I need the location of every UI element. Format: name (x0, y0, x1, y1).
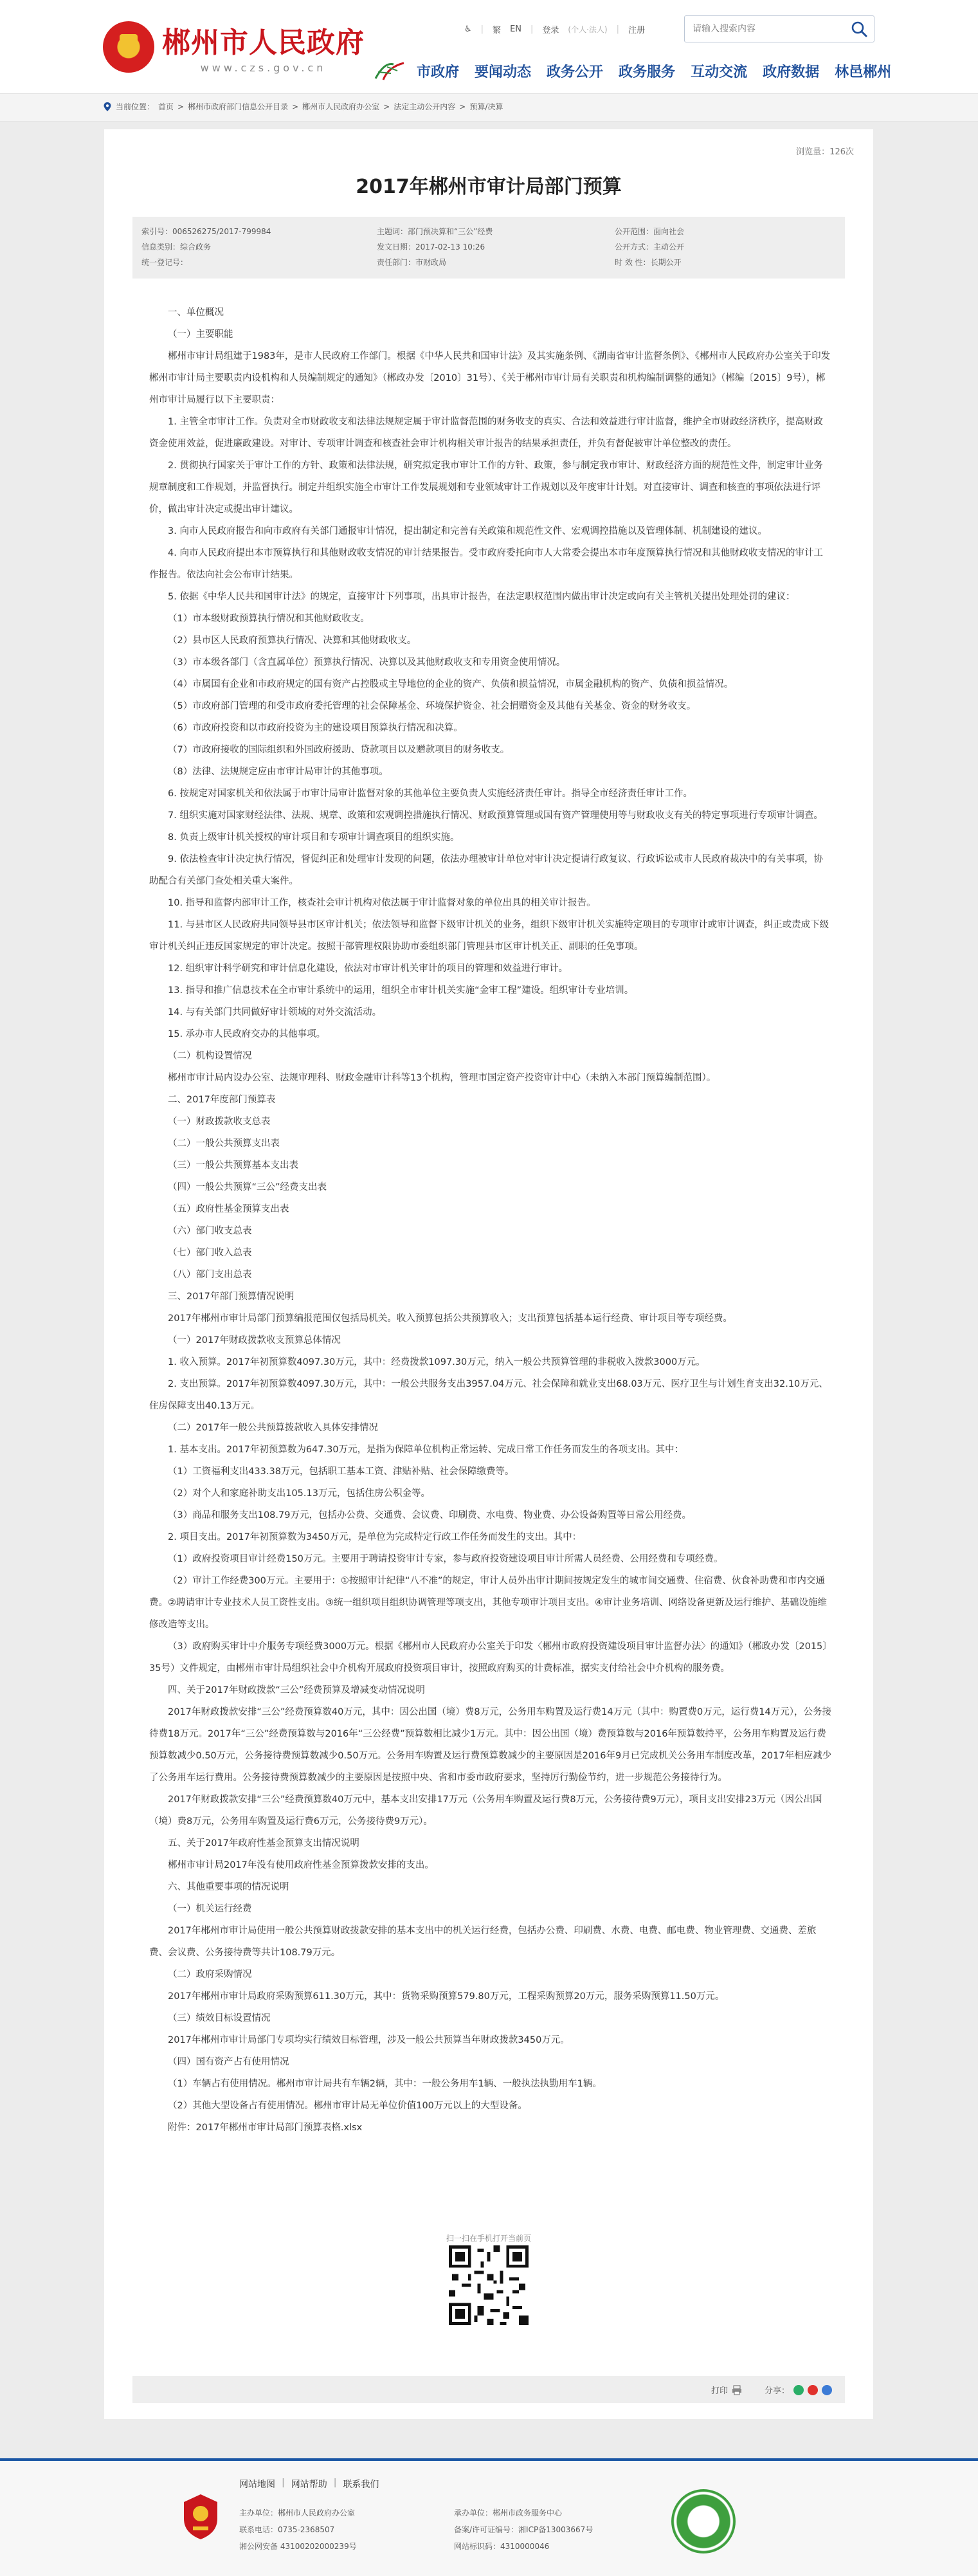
page-title: 2017年郴州市审计局部门预算 (356, 176, 622, 198)
site-footer (0, 2458, 978, 2576)
breadcrumb-item-budget[interactable]: 预算/决算 (469, 102, 503, 111)
article-paragraph: （五）政府性基金预算支出表 (168, 1204, 289, 1214)
footer-phone: 联系电话：0735-2368507 (239, 2525, 335, 2534)
location-pin-icon (103, 102, 112, 112)
article-paragraph: （8）法律、法规规定应由市审计局审计的其他事项。 (168, 767, 388, 777)
wechat-share-icon[interactable] (793, 2385, 804, 2395)
meta-index-no: 索引号：006526275/2017-799984 (141, 227, 271, 236)
qzone-share-icon[interactable] (822, 2385, 832, 2395)
site-header (0, 0, 978, 93)
meta-publish-date: 发文日期：2017-02-13 10:26 (377, 242, 485, 251)
article-paragraph: 15. 承办市人民政府交办的其他事项。 (168, 1029, 326, 1039)
footer-links: 网站地图 | 网站帮助 | 联系我们 (239, 2478, 379, 2490)
article-actions-bar (132, 2376, 845, 2403)
article-paragraph: （3）商品和服务支出108.79万元，包括办公费、交通费、会议费、印刷费、水电费、物业费、办公设备购置等日常公用经费。 (168, 1510, 691, 1521)
article-paragraph: （2）对个人和家庭补助支出105.13万元，包括住房公积金等。 (168, 1488, 430, 1499)
document-meta-table (132, 217, 845, 279)
article-paragraph: 一、单位概况 (168, 307, 224, 318)
article-paragraph: 郴州市审计局组建于1983年，是市人民政府工作部门。根据《中华人民共和国审计法》及其实施条例、《湖南省审计监督条例》、《郴州市人民政府办公室关于印发郴州市审计局主要职责内设机构和人员编制规定的通知》（郴政办发〔2010〕31号）、《关于郴州市审计局有关职责和机构编制调整的通知》（郴编〔2015〕9号），郴州市审计局履行以下主要职责： (149, 351, 831, 405)
article-paragraph: （二）一般公共预算支出表 (168, 1138, 280, 1149)
article-paragraph: （四）国有资产占有使用情况 (168, 2057, 289, 2067)
weibo-share-icon[interactable] (808, 2385, 818, 2395)
article-paragraph: 五、关于2017年政府性基金预算支出情况说明 (168, 1838, 359, 1849)
breadcrumb-item-office[interactable]: 郴州市人民政府办公室 (302, 102, 380, 111)
article-paragraph: 8. 负责上级审计机关授权的审计项目和专项审计调查项目的组织实施。 (168, 832, 460, 843)
footer-sponsor: 主办单位：郴州市人民政府办公室 (239, 2508, 356, 2517)
article-paragraph: 6. 按规定对国家机关和依法属于市审计局审计监督对象的其他单位主要负责人实施经济责任审计。指导全市经济责任审计工作。 (168, 789, 693, 799)
article-paragraph: （二）2017年一般公共预算拨款收入具体安排情况 (168, 1423, 378, 1433)
nav-item-linyi-chenzhou[interactable]: 林邑郴州 (835, 64, 892, 80)
article-paragraph: 10. 指导和监督内部审计工作，核查社会审计机构对依法属于审计监督对象的单位出具的相关审计报告。 (168, 898, 596, 908)
footer-site-code: 网站标识码：4310000046 (454, 2542, 550, 2551)
login-type-hint: (个人·法人) (568, 24, 608, 34)
search-icon[interactable] (851, 21, 867, 37)
article-paragraph: （2）审计工作经费300万元。主要用于：①按照审计纪律“八不准”的规定，审计人员外出审计期间按规定发生的城市间交通费、住宿费、伙食补助费和市内交通费。②聘请审计专业技术人员工资性支出。③统一组织项目组织协调管理等项支出，其他专项审计项目支出。④审计业务培训、网络设备更新及运行维护、基础设施维修改造等支出。 (149, 1576, 827, 1630)
error-finder-seal-icon[interactable] (671, 2489, 736, 2553)
national-emblem-icon (103, 21, 154, 73)
printer-icon (732, 2385, 742, 2395)
article-paragraph: （6）市政府投资和以市政府投资为主的建设项目预算执行情况和决算。 (168, 723, 463, 733)
breadcrumb-item-home[interactable]: 首页 (158, 102, 174, 111)
english-link[interactable]: EN (510, 24, 522, 34)
party-government-badge-icon[interactable] (181, 2493, 220, 2541)
site-url: www.czs.gov.cn (200, 62, 327, 74)
article-paragraph: （二）政府采购情况 (168, 1969, 252, 1980)
footer-info (239, 2505, 593, 2555)
article-paragraph: 5. 依据《中华人民共和国审计法》的规定，直接审计下列事项，出具审计报告，在法定职权范围内做出审计决定或向有关主管机关提出处理处罚的建议： (168, 592, 795, 602)
article-paragraph: 郴州市审计局2017年没有使用政府性基金预算拨款安排的支出。 (168, 1860, 434, 1870)
article-paragraph[interactable]: 附件：2017年郴州市审计局部门预算表格.xlsx (168, 2123, 363, 2133)
traditional-chinese-link[interactable]: 繁 (493, 25, 502, 35)
article-panel (104, 129, 873, 2419)
article-paragraph: 1. 基本支出。2017年初预算数为647.30万元，是指为保障单位机构正常运转、完成日常工作任务而发生的各项支出。其中： (168, 1445, 684, 1455)
qr-code-icon (449, 2245, 529, 2325)
search-input[interactable] (685, 16, 839, 42)
article-paragraph: 13. 指导和推广信息技术在全市审计系统中的运用，组织全市审计机关实施“金审工程”建设。组织审计专业培训。 (168, 985, 634, 996)
article-paragraph: （1）政府投资项目审计经费150万元。主要用于聘请投资审计专家，参与政府投资建设项目审计所需人员经费、公用经费和专项经费。 (168, 1554, 723, 1564)
breadcrumb-item-catalog[interactable]: 郴州市政府部门信息公开目录 (188, 102, 289, 111)
meta-subject: 主题词：部门预决算和“三公”经费 (377, 227, 493, 236)
breadcrumb: 当前位置： 首页 > 郴州市政府部门信息公开目录 > 郴州市人民政府办公室 > 法定主动公开内容 > 预算/决算 (103, 101, 503, 112)
article-paragraph: （2）其他大型设备占有使用情况。郴州市审计局无单位价值100万元以上的大型设备。 (168, 2101, 527, 2111)
share-label: 分享： (764, 2386, 790, 2396)
article-paragraph: （一）财政拨款收支总表 (168, 1117, 271, 1127)
article-paragraph: 2017年财政拨款安排“三公”经费预算数40万元中，基本支出安排17万元（公务用车购置及运行费8万元，公务接待费9万元），项目支出安排23万元（因公出国（境）费8万元，公务用车购置及运行费6万元，公务接待费9万元）。 (149, 1795, 822, 1827)
breadcrumb-item-disclosure[interactable]: 法定主动公开内容 (394, 102, 456, 111)
print-label: 打印 (711, 2386, 728, 2396)
footer-link-help[interactable]: 网站帮助 (291, 2480, 327, 2490)
article-paragraph: 二、2017年度部门预算表 (168, 1095, 276, 1105)
top-toolbar: ♿ | 繁 EN | 登录 (个人·法人) | 注册 (464, 24, 646, 35)
article-paragraph: （5）市政府部门管理的和受市政府委托管理的社会保障基金、环境保护资金、社会捐赠资金及其他有关基金、资金的财务收支。 (168, 701, 696, 711)
article-paragraph: （三）绩效目标设置情况 (168, 2013, 271, 2023)
article-paragraph: （二）机构设置情况 (168, 1051, 252, 1061)
footer-organizer: 承办单位：郴州市政务服务中心 (454, 2508, 563, 2517)
register-link[interactable]: 注册 (628, 25, 646, 35)
article-paragraph: 六、其他重要事项的情况说明 (168, 1882, 289, 1892)
article-paragraph: 1. 主管全市审计工作。负责对全市财政收支和法律法规规定属于审计监督范围的财务收支的真实、合法和效益进行审计监督，维护全市财政经济秩序，提高财政资金使用效益，促进廉政建设。对审计、专项审计调查和核查社会审计机构相关审计报告的结果承担责任，并负有督促被审计单位整改的责任。 (149, 417, 823, 449)
breadcrumb-label: 当前位置： (116, 102, 155, 111)
article-paragraph: 14. 与有关部门共同做好审计领域的对外交流活动。 (168, 1007, 382, 1018)
meta-category: 信息类别：综合政务 (141, 242, 212, 251)
footer-link-contact[interactable]: 联系我们 (343, 2480, 379, 2490)
view-count: 浏览量：126次 (796, 147, 854, 157)
meta-validity: 时 效 性：长期公开 (615, 258, 682, 267)
nav-item-government-data[interactable]: 政府数据 (763, 64, 820, 80)
article-paragraph: 郴州市审计局内设办公室、法规审理科、财政金融审计科等13个机构，管理市国定资产投资审计中心（未纳入本部门预算编制范围）。 (168, 1073, 716, 1083)
article-paragraph: 9. 依法检查审计决定执行情况，督促纠正和处理审计发现的问题，依法办理被审计单位对审计决定提请行政复议、行政诉讼或市人民政府裁决中的有关事项，协助配合有关部门查处相关重大案件。 (149, 854, 823, 886)
nav-item-interaction[interactable]: 互动交流 (691, 64, 748, 80)
footer-icp[interactable]: 备案/许可证编号：湘ICP备13003667号 (454, 2525, 593, 2534)
article-paragraph: （3）政府购买审计中介服务专项经费3000万元。根据《郴州市人民政府办公室关于印发〈郴州市政府投资建设项目审计监督办法〉的通知》（郴政办发〔2015〕35号）文件规定，由郴州市审计局组织社会中介机构开展政府投资项目审计，按照政府购买的计费标准，据实支付给社会中介机构的服务费。 (149, 1641, 832, 1674)
footer-police-record[interactable]: 湘公网安备 43100202000239号 (239, 2542, 357, 2551)
article-paragraph: 11. 与县市区人民政府共同领导县市区审计机关；依法领导和监督下级审计机关的业务，组织下级审计机关实施特定项目的专项审计或审计调查，纠正或责成下级审计机关纠正违反国家规定的审计决定。按照干部管理权限协助市委组织部门管理县市区审计机关正、副职的任免事项。 (149, 920, 829, 952)
article-paragraph: （七）部门收入总表 (168, 1248, 252, 1258)
meta-method: 公开方式：主动公开 (615, 242, 685, 251)
article-paragraph: 2. 贯彻执行国家关于审计工作的方针、政策和法律法规，研究拟定我市审计工作的方针、政策，参与制定我市审计、财政经济方面的规范性文件，制定审计业务规章制度和工作规划，并监督执行。制定并组织实施全市审计工作发展规划和专业领域审计工作规划以及年度审计计划。对直接审计、调查和核查的事项依法进行评价，做出审计决定或提出审计建议。 (149, 461, 823, 515)
article-paragraph: 2. 项目支出。2017年初预算数为3450万元，是单位为完成特定行政工作任务而发生的支出。其中： (168, 1532, 582, 1542)
site-title: 郴州市人民政府 (162, 26, 365, 59)
article-paragraph: 3. 向市人民政府报告和向市政府有关部门通报审计情况，提出制定和完善有关政策和规范性文件、宏观调控措施以及管理体制、机制建设的建议。 (168, 526, 767, 536)
article-paragraph: 1. 收入预算。2017年初预算数4097.30万元，其中：经费拨款1097.30万元，纳入一般公共预算管理的非税收入拨款3000万元。 (168, 1357, 705, 1367)
article-paragraph: （六）部门收支总表 (168, 1226, 252, 1236)
article-paragraph: （7）市政府接收的国际组织和外国政府援助、贷款项目以及赠款项目的财务收支。 (168, 745, 510, 755)
article-body (149, 302, 832, 2139)
article-paragraph: （1）市本级财政预算执行情况和其他财政收支。 (168, 614, 370, 624)
article-paragraph: 12. 组织审计科学研究和审计信息化建设，依法对市审计机关审计的项目的管理和效益进行审计。 (168, 964, 568, 974)
accessibility-icon[interactable]: ♿ (464, 24, 472, 34)
nav-item-government-services[interactable]: 政务服务 (619, 64, 676, 80)
article-paragraph: 2017年财政拨款安排“三公”经费预算数40万元，其中：因公出国（境）费8万元，公务用车购置及运行费14万元（其中：购置费0万元，运行费14万元），公务接待费18万元。2017年“三公”经费预算数与2016年“三公经费”预算数相比减少1万元。其中：因公出国（境）费预算数与2016年预算数持平，公务用车购置及运行费预算数减少0.50万元，公务接待费预算数减少0.50万元。公务用车购置及运行费预算数减少的主要原因是2016年9月已完成机关公务用车制度改革，2017年相应减少了公务用车运行费用。公务接待费预算数减少的主要原因是按照中央、省和市委市政府要求，坚持厉行勤俭节约，进一步规范公务接待行为。 (149, 1707, 832, 1783)
article-paragraph: （3）市本级各部门（含直属单位）预算执行情况、决算以及其他财政收支和专用资金使用情况。 (168, 657, 566, 668)
article-paragraph: （三）一般公共预算基本支出表 (168, 1160, 298, 1171)
article-paragraph: （四）一般公共预算“三公”经费支出表 (168, 1182, 327, 1192)
nav-item-news[interactable]: 要闻动态 (475, 64, 532, 80)
meta-responsible: 责任部门：市财政局 (377, 258, 447, 267)
print-button[interactable] (711, 2384, 742, 2396)
footer-link-sitemap[interactable]: 网站地图 (239, 2480, 275, 2490)
article-paragraph: （一）机关运行经费 (168, 1904, 252, 1914)
article-paragraph: 2017年郴州市审计局使用一般公共预算财政拨款安排的基本支出中的机关运行经费，包括办公费、印刷费、水费、电费、邮电费、物业管理费、交通费、差旅费、会议费、公务接待费等共计108.79万元。 (149, 1926, 817, 1958)
article-paragraph: 2017年郴州市审计局部门预算编报范围仅包括局机关。收入预算包括公共预算收入；支出预算包括基本运行经费、审计项目等专项经费。 (168, 1313, 732, 1324)
article-paragraph: 2017年郴州市审计局政府采购预算611.30万元，其中：货物采购预算579.80万元，工程采购预算20万元，服务采购预算11.50万元。 (168, 1991, 725, 2002)
site-logo[interactable] (103, 16, 373, 77)
article-paragraph: 2. 支出预算。2017年初预算数4097.30万元，其中：一般公共服务支出3957.04万元、社会保障和就业支出68.03万元、医疗卫生与计划生育支出32.10万元、住房保障支出40.13万元。 (149, 1379, 828, 1411)
article-paragraph: 四、关于2017年财政拨款“三公”经费预算及增减变动情况说明 (168, 1685, 425, 1695)
share-group (765, 2384, 832, 2396)
main-nav (372, 58, 891, 84)
meta-doc-no: 统一登记号： (141, 258, 188, 267)
nav-item-city-government[interactable]: 市政府 (417, 64, 460, 80)
login-link[interactable]: 登录 (542, 25, 559, 35)
article-paragraph: 7. 组织实施对国家财经法律、法规、规章、政策和宏观调控措施执行情况、财政预算管理或国有资产管理使用等与财政收支有关的特定事项进行专项审计调查。 (168, 810, 823, 821)
article-paragraph: 三、2017年部门预算情况说明 (168, 1292, 294, 1302)
article-paragraph: （一）主要职能 (168, 329, 233, 340)
qr-label: 扫一扫在手机打开当前页 (446, 2234, 531, 2243)
search-box (684, 15, 874, 42)
article-paragraph: 2017年郴州市审计局部门专项均实行绩效目标管理，涉及一般公共预算当年财政拨款3450万元。 (168, 2035, 570, 2045)
article-paragraph: （2）县市区人民政府预算执行情况、决算和其他财政收支。 (168, 635, 417, 646)
article-paragraph: （一）2017年财政拨款收支预算总体情况 (168, 1335, 341, 1346)
article-paragraph: （1）工资福利支出433.38万元，包括职工基本工资、津贴补贴、社会保障缴费等。 (168, 1466, 514, 1477)
article-paragraph: （八）部门支出总表 (168, 1270, 252, 1280)
meta-scope: 公开范围：面向社会 (615, 227, 685, 236)
article-paragraph: （1）车辆占有使用情况。郴州市审计局共有车辆2辆，其中：一般公务用车1辆、一般执法执勤用车1辆。 (168, 2079, 602, 2089)
nav-item-government-affairs[interactable]: 政务公开 (547, 64, 604, 80)
article-paragraph: 4. 向市人民政府提出本市预算执行和其他财政收支情况的审计结果报告。受市政府委托向市人大常委会提出本市年度预算执行情况和其他财政收支情况的审计工作报告。依法向社会公布审计结果。 (149, 548, 823, 580)
bamboo-icon (372, 59, 408, 82)
article-paragraph: （4）市属国有企业和市政府规定的国有资产占控股或主导地位的企业的资产、负债和损益情况，市属金融机构的资产、负债和损益情况。 (168, 679, 734, 690)
